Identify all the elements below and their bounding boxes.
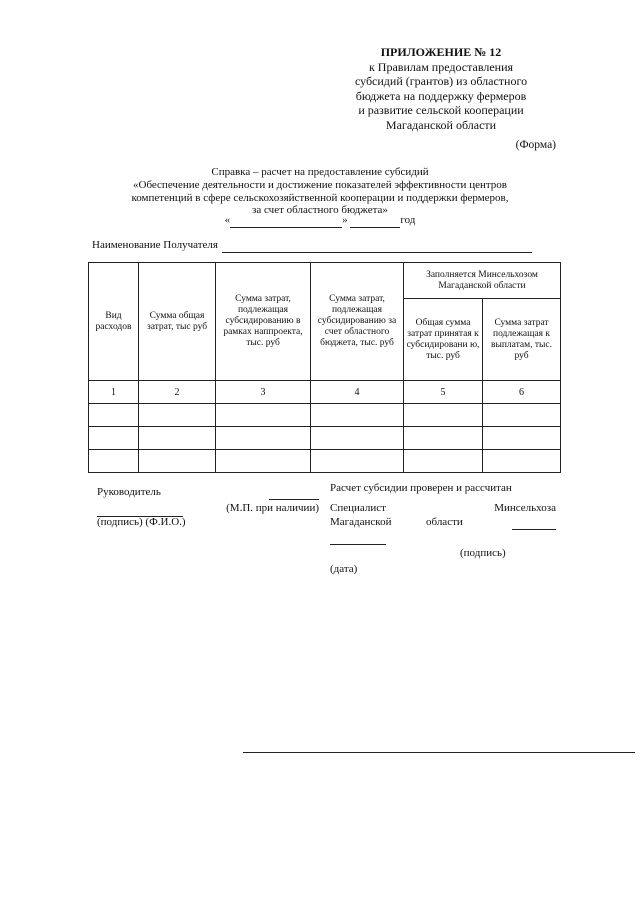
table-cell[interactable] bbox=[483, 404, 561, 427]
header-regional-costs: Сумма затрат, подлежащая субсидированию за счет областного бюджета, тыс. руб bbox=[311, 263, 404, 381]
title-line: Справка – расчет на предоставление субсидий bbox=[211, 166, 429, 178]
form-label: (Форма) bbox=[515, 139, 556, 151]
check-text: Расчет субсидии проверен и рассчитан bbox=[330, 482, 512, 494]
date-caption: (дата) bbox=[330, 563, 358, 575]
date-line bbox=[150, 214, 490, 228]
table-cell[interactable] bbox=[483, 450, 561, 473]
title-line: «Обеспечение деятельности и достижение показателей эффективности центров bbox=[133, 178, 507, 191]
title-line: компетенций в сфере сельскохозяйственной кооперации и поддержки фермеров, bbox=[131, 191, 509, 204]
column-number: 1 bbox=[89, 381, 139, 404]
expenses-table bbox=[88, 262, 561, 473]
table-cell[interactable] bbox=[404, 404, 483, 427]
specialist-name-blank bbox=[512, 515, 556, 530]
bottom-rule bbox=[243, 752, 635, 753]
table-cell[interactable] bbox=[216, 404, 311, 427]
table-cell[interactable] bbox=[216, 450, 311, 473]
head-label: Руководитель bbox=[97, 486, 161, 498]
title-line: за счет областного бюджета» bbox=[252, 204, 388, 217]
appendix-title: ПРИЛОЖЕНИЕ № 12 bbox=[380, 45, 502, 59]
recipient-blank bbox=[222, 240, 532, 253]
appendix-line: бюджета на поддержку фермеров bbox=[355, 88, 527, 103]
document-title bbox=[100, 166, 540, 217]
table-cell[interactable] bbox=[483, 427, 561, 450]
header-payable-costs: Сумма затрат подлежащая к выплатам, тыс. руб bbox=[483, 299, 561, 381]
table-cell[interactable] bbox=[216, 427, 311, 450]
header-accepted-costs: Общая сумма затрат принятая к субсидировани ю, тыс. руб bbox=[404, 299, 483, 381]
ministry-label: Минсельхоза bbox=[494, 502, 556, 514]
table-cell[interactable] bbox=[89, 404, 139, 427]
year-blank bbox=[350, 215, 400, 228]
recipient-row bbox=[92, 239, 552, 253]
table-cell[interactable] bbox=[311, 404, 404, 427]
appendix-line: и развитие сельской кооперации bbox=[358, 103, 524, 117]
table-row bbox=[89, 404, 561, 427]
table-cell[interactable] bbox=[404, 427, 483, 450]
head-name-blank bbox=[269, 485, 319, 500]
region-word: области bbox=[426, 516, 463, 528]
appendix-line: к Правилам предоставления bbox=[368, 59, 514, 74]
appendix-line: субсидий (грантов) из областного bbox=[354, 74, 528, 88]
table-cell[interactable] bbox=[89, 450, 139, 473]
open-quote: « bbox=[224, 214, 231, 226]
specialist-signature-block bbox=[330, 481, 556, 543]
column-number: 4 bbox=[311, 381, 404, 404]
specialist-extra-blank bbox=[330, 530, 386, 545]
header-total-costs: Сумма общая затрат, тыс руб bbox=[139, 263, 216, 381]
header-ministry-group: Заполняется Минсельхозом Магаданской области bbox=[404, 263, 561, 299]
column-number-row bbox=[89, 381, 561, 404]
table-row bbox=[89, 450, 561, 473]
appendix-line: Магаданской области bbox=[385, 117, 497, 132]
column-number: 2 bbox=[139, 381, 216, 404]
specialist-sign-caption: (подпись) bbox=[460, 547, 506, 559]
region-label: Магаданской bbox=[330, 516, 392, 528]
stamp-text: (М.П. при наличии) bbox=[226, 502, 319, 514]
head-signature-block bbox=[97, 485, 319, 529]
specialist-label: Специалист bbox=[330, 502, 386, 514]
table-row bbox=[89, 427, 561, 450]
column-number: 6 bbox=[483, 381, 561, 404]
close-quote: » bbox=[342, 214, 348, 226]
day-month-blank bbox=[230, 215, 342, 228]
header-expense-type: Вид расходов bbox=[89, 263, 139, 381]
sign-caption: (подпись) (Ф.И.О.) bbox=[97, 516, 186, 528]
header-project-costs: Сумма затрат, подлежащая субсидированию в рамках наппроекта, тыс. руб bbox=[216, 263, 311, 381]
table-cell[interactable] bbox=[139, 450, 216, 473]
table-cell[interactable] bbox=[89, 427, 139, 450]
table-cell[interactable] bbox=[311, 427, 404, 450]
recipient-label: Наименование Получателя bbox=[92, 239, 218, 251]
table-cell[interactable] bbox=[139, 427, 216, 450]
table-cell[interactable] bbox=[139, 404, 216, 427]
head-sign-blank bbox=[97, 502, 183, 517]
table-cell[interactable] bbox=[311, 450, 404, 473]
appendix-block bbox=[320, 45, 562, 132]
column-number: 3 bbox=[216, 381, 311, 404]
column-number: 5 bbox=[404, 381, 483, 404]
table-cell[interactable] bbox=[404, 450, 483, 473]
year-word: год bbox=[400, 214, 416, 226]
